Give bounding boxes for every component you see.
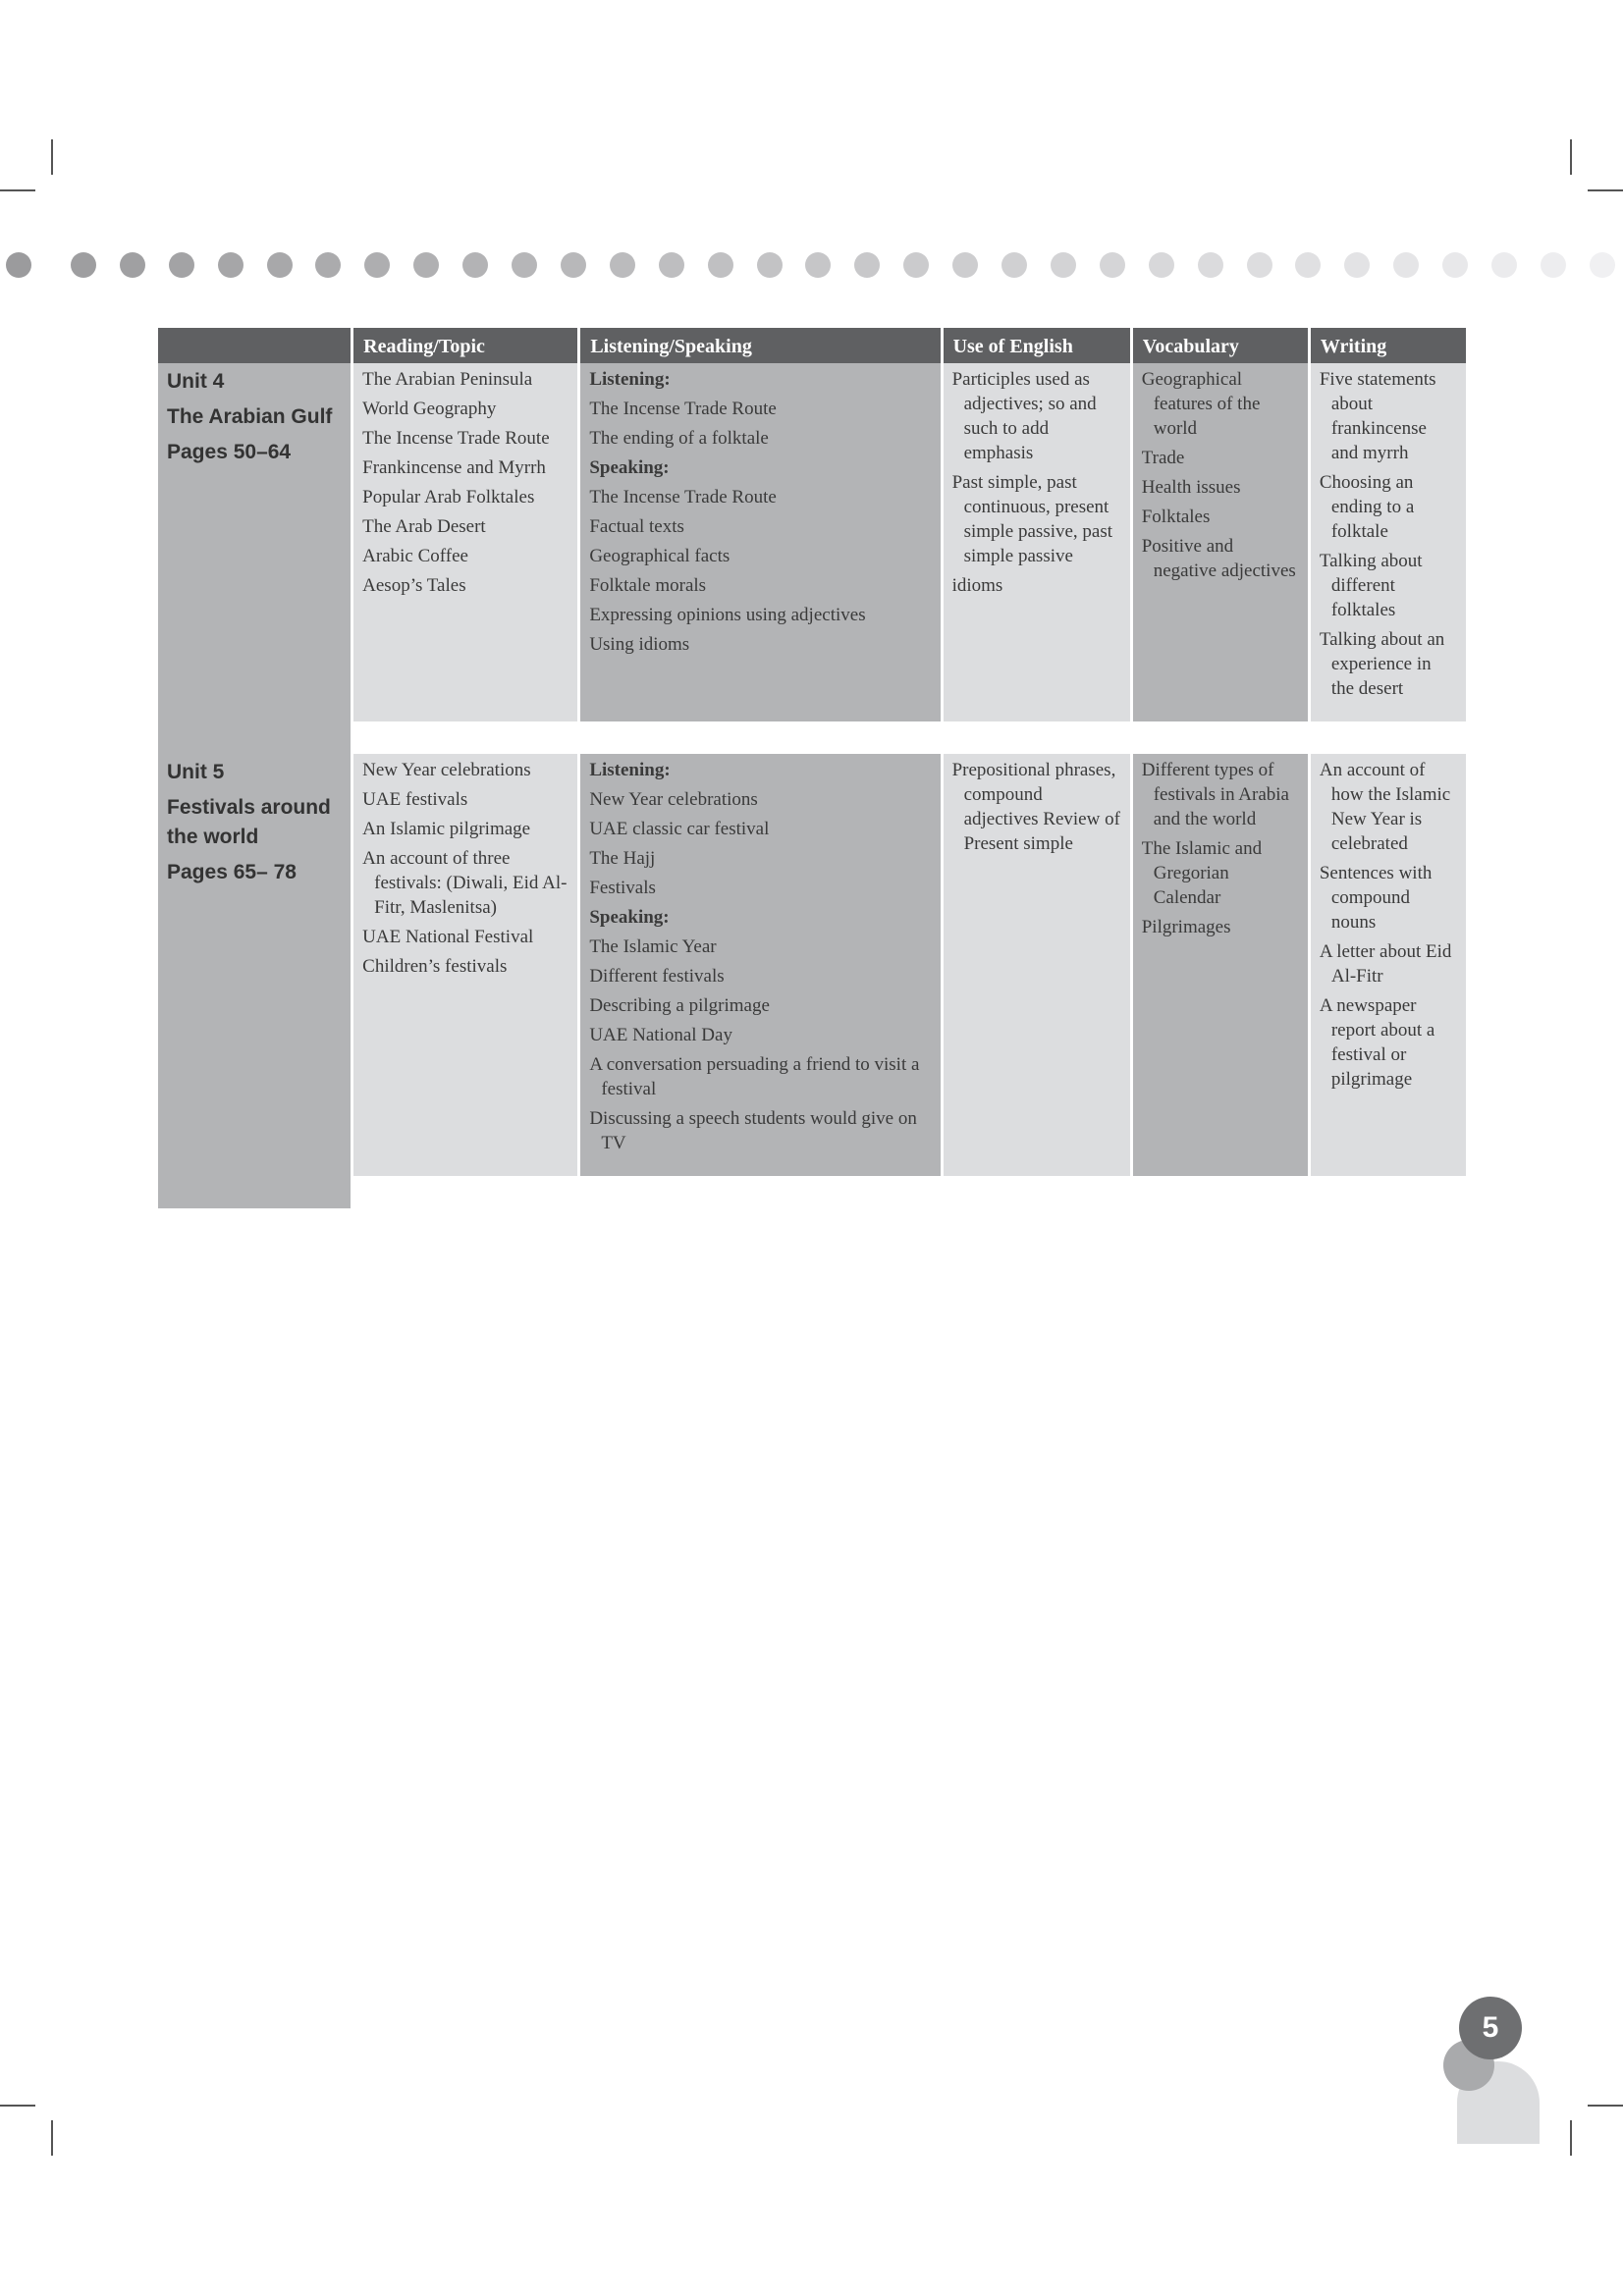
writing-cell (1311, 754, 1466, 1176)
unit-pages: Pages 65– 78 (167, 861, 297, 883)
speaking-label: Speaking: (589, 457, 670, 478)
decorative-dot (512, 252, 537, 278)
list-item: Pilgrimages (1141, 917, 1231, 937)
decorative-dot (218, 252, 243, 278)
list-item: Trade (1141, 448, 1185, 468)
list-item: Popular Arab Folktales (362, 487, 535, 507)
unit-title: Festivals around the world (167, 796, 331, 848)
list-item: Positive and negative adjectives (1141, 536, 1296, 581)
list-item: Discussing a speech students would give on TV (589, 1108, 917, 1153)
list-item: UAE classic car festival (589, 819, 770, 839)
list-item: Geographical features of the world (1141, 369, 1261, 439)
decorative-dot (169, 252, 194, 278)
unit-title: The Arabian Gulf (167, 405, 333, 428)
unit-heading (167, 367, 342, 467)
decorative-dot (561, 252, 586, 278)
table-row (158, 754, 1466, 1176)
decorative-dot (1344, 252, 1370, 278)
list-item: The Hajj (589, 848, 656, 869)
spacer-cell (353, 1176, 577, 1208)
list-item: Five statements about frankincense and myrrh (1319, 369, 1436, 463)
decorative-dot (805, 252, 831, 278)
spacer-cell (944, 721, 1130, 754)
decorative-dot (364, 252, 390, 278)
header-blank (158, 328, 351, 363)
decorative-dot (6, 252, 31, 278)
list-item: Festivals (589, 878, 656, 898)
spacer-cell (580, 721, 940, 754)
table-header-row (158, 328, 1466, 363)
decorative-dot (854, 252, 880, 278)
unit-number: Unit 5 (167, 761, 225, 783)
decorative-dot (1442, 252, 1468, 278)
decorative-dot (1001, 252, 1027, 278)
list-item: Folktales (1141, 507, 1211, 527)
list-item: The Islamic Year (589, 936, 717, 957)
list-item: The Incense Trade Route (589, 487, 777, 507)
crop-mark-tr-h (1588, 189, 1623, 191)
list-item: Using idioms (589, 634, 690, 655)
decorative-dot (1149, 252, 1174, 278)
header-use-of-english: Use of English (944, 328, 1130, 363)
unit-cell (158, 754, 351, 1176)
list-item: The Arab Desert (362, 516, 486, 537)
header-vocabulary: Vocabulary (1133, 328, 1308, 363)
decorative-dot (1295, 252, 1321, 278)
unit-heading (167, 758, 342, 887)
reading-topic-cell (353, 754, 577, 1176)
decorative-dot (1590, 252, 1615, 278)
decorative-dot (757, 252, 783, 278)
unit-number: Unit 4 (167, 370, 225, 393)
reading-topic-cell (353, 363, 577, 721)
list-item: Choosing an ending to a folktale (1319, 472, 1415, 542)
decorative-dot (1247, 252, 1272, 278)
list-item: Arabic Coffee (362, 546, 468, 566)
crop-mark-bl-v (51, 2120, 53, 2156)
list-item: A newspaper report about a festival or pilgrimage (1319, 995, 1435, 1090)
list-item: Describing a pilgrimage (589, 995, 770, 1016)
list-item: An account of how the Islamic New Year is celebrated (1319, 760, 1451, 854)
list-item: Children’s festivals (362, 956, 508, 977)
list-item: Expressing opinions using adjectives (589, 605, 866, 625)
list-item: UAE National Festival (362, 927, 534, 947)
writing-cell (1311, 363, 1466, 721)
spacer-row (158, 721, 1466, 754)
list-item: The ending of a folktale (589, 428, 769, 449)
list-item: New Year celebrations (362, 760, 531, 780)
spacer-cell (944, 1176, 1130, 1208)
decorative-dot (267, 252, 293, 278)
list-item: Different festivals (589, 966, 725, 987)
list-item: An Islamic pilgrimage (362, 819, 531, 839)
crop-mark-tr-v (1570, 139, 1572, 175)
list-item: Participles used as adjectives; so and such to add emphasis (951, 369, 1097, 463)
spacer-unit-cell (158, 1176, 351, 1208)
list-item: World Geography (362, 399, 497, 419)
decorative-dot (413, 252, 439, 278)
header-writing: Writing (1311, 328, 1466, 363)
speaking-label: Speaking: (589, 907, 670, 928)
listening-speaking-cell (580, 363, 940, 721)
spacer-cell (580, 1176, 940, 1208)
list-item: Folktale morals (589, 575, 707, 596)
list-item: Frankincense and Myrrh (362, 457, 546, 478)
list-item: The Incense Trade Route (589, 399, 777, 419)
crop-mark-br-h (1588, 2105, 1623, 2107)
decorative-dot (462, 252, 488, 278)
spacer-cell (1311, 1176, 1466, 1208)
decorative-dot (1100, 252, 1125, 278)
decorative-dot (903, 252, 929, 278)
list-item: Factual texts (589, 516, 684, 537)
spacer-cell (1311, 721, 1466, 754)
list-item: An account of three festivals: (Diwali, Eid Al-Fitr, Maslenitsa) (362, 848, 568, 918)
decorative-dot (315, 252, 341, 278)
listening-label: Listening: (589, 760, 671, 780)
decorative-dot (1051, 252, 1076, 278)
spacer-cell (353, 721, 577, 754)
list-item: Sentences with compound nouns (1319, 863, 1433, 933)
crop-mark-tl-v (51, 139, 53, 175)
list-item: A conversation persuading a friend to visit a festival (589, 1054, 920, 1099)
list-item: UAE festivals (362, 789, 468, 810)
crop-mark-tl-h (0, 189, 35, 191)
list-item: New Year celebrations (589, 789, 758, 810)
list-item: Geographical facts (589, 546, 730, 566)
decorative-dot (659, 252, 684, 278)
decorative-dot (120, 252, 145, 278)
use-of-english-cell (944, 754, 1130, 1176)
list-item: UAE National Day (589, 1025, 732, 1045)
unit-pages: Pages 50–64 (167, 441, 292, 463)
crop-mark-br-v (1570, 2120, 1572, 2156)
list-item: idioms (951, 575, 1003, 596)
page-number: 5 (1459, 1997, 1522, 2059)
list-item: Different types of festivals in Arabia and the world (1141, 760, 1289, 829)
syllabus-table (155, 328, 1469, 1208)
decorative-dot (708, 252, 733, 278)
spacer-cell (1133, 721, 1308, 754)
list-item: A letter about Eid Al-Fitr (1319, 941, 1452, 987)
spacer-cell (1133, 1176, 1308, 1208)
list-item: Talking about an experience in the desert (1319, 629, 1445, 699)
spacer-unit-cell (158, 721, 351, 754)
decorative-dot (1198, 252, 1223, 278)
list-item: Aesop’s Tales (362, 575, 466, 596)
list-item: Past simple, past continuous, present simple passive, past simple passive (951, 472, 1113, 566)
list-item: The Incense Trade Route (362, 428, 550, 449)
unit-cell (158, 363, 351, 721)
header-reading-topic: Reading/Topic (353, 328, 577, 363)
spacer-row (158, 1176, 1466, 1208)
table-row (158, 363, 1466, 721)
vocabulary-cell (1133, 754, 1308, 1176)
decorative-dot (610, 252, 635, 278)
listening-speaking-cell (580, 754, 940, 1176)
list-item: The Islamic and Gregorian Calendar (1141, 838, 1263, 908)
list-item: The Arabian Peninsula (362, 369, 533, 390)
vocabulary-cell (1133, 363, 1308, 721)
list-item: Talking about different folktales (1319, 551, 1423, 620)
decorative-dot (1491, 252, 1517, 278)
list-item: Prepositional phrases, compound adjectives Review of Present simple (951, 760, 1120, 854)
list-item: Health issues (1141, 477, 1241, 498)
decorative-dot-band (22, 252, 1593, 282)
decorative-dot (71, 252, 96, 278)
header-listening-speaking: Listening/Speaking (580, 328, 940, 363)
listening-label: Listening: (589, 369, 671, 390)
decorative-dot (1393, 252, 1419, 278)
crop-mark-bl-h (0, 2105, 35, 2107)
decorative-dot (1541, 252, 1566, 278)
decorative-dot (952, 252, 978, 278)
use-of-english-cell (944, 363, 1130, 721)
